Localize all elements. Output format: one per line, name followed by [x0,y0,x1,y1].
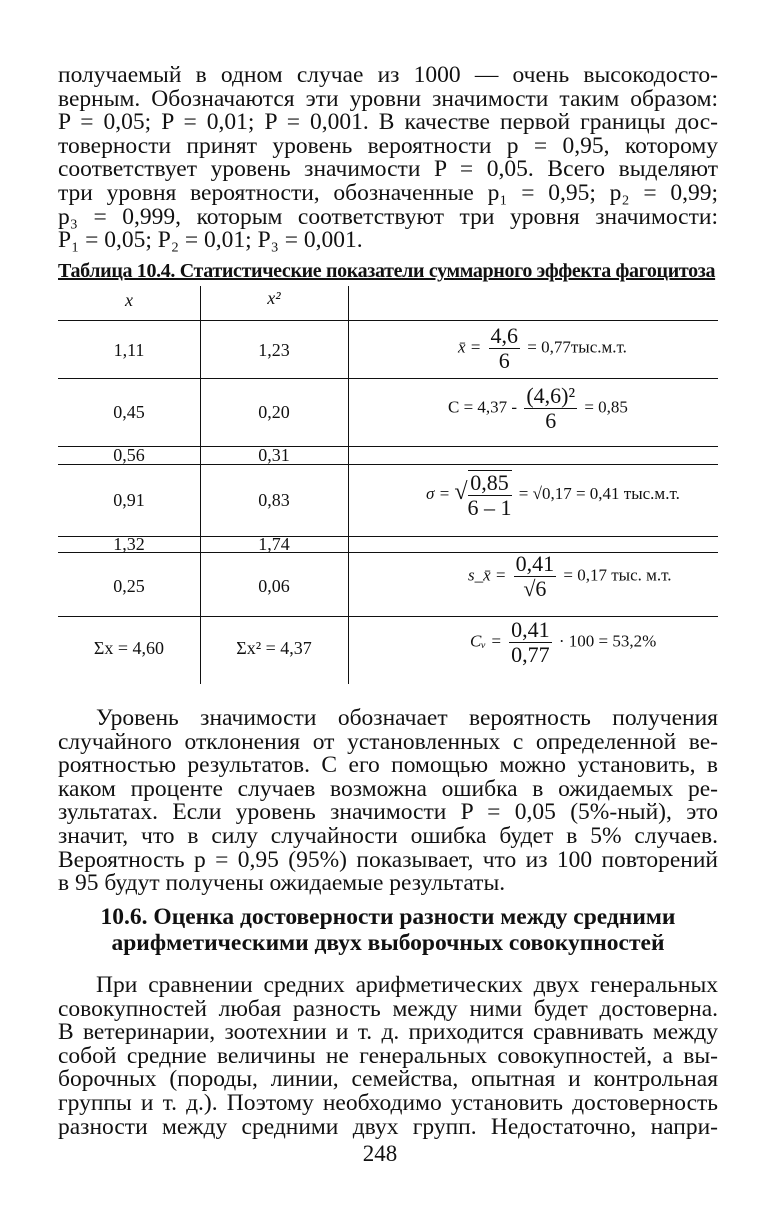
text-line: совокупностей любая разность между ними будет достоверна. [58,995,718,1022]
formula-lhs: Cᵥ = [470,631,502,651]
page-number: 248 [362,1141,398,1166]
text-line: зультатах. Если уровень значимости P = 0,05 (5%-ный), это [58,799,718,826]
table-caption: Таблица 10.4. Статистические показатели суммарного эффекта фагоцитоза [58,260,716,282]
cell-x: 0,56 [113,445,145,465]
text-line: P₁ = 0,05; P₂ = 0,01; P₃ = 0,001. [58,227,363,254]
text-line: в 95 будут получены ожидаемые результаты. [58,870,506,897]
formula-result: = 0,41 тыс.м.т. [575,483,680,503]
text-line: верным. Обозначаются эти уровни значимости таким образом: [58,85,718,112]
text-line: группы и т. д.). Поэтому необходимо установить достоверность [58,1089,718,1116]
text-line: три уровня вероятности, обозначенные p₁ = 0,95; p₂ = 0,99; [58,179,718,206]
fraction [468,470,512,520]
formula-result: = 0,85 [584,397,628,417]
text-line: значит, что в силу случайности ошибка будет в 5% случаев. [58,822,718,849]
fraction [514,552,557,601]
row-divider [58,378,718,379]
heading-line: 10.6. Оценка достоверности разности между средними [100,904,676,930]
cell-x: 0,45 [113,402,145,422]
cell-x-squared: 1,23 [258,340,290,360]
text-line: борочных (породы, линии, семейства, опытная и контрольная [58,1066,718,1093]
text-line: Вероятность p = 0,95 (95%) показывает, что из 100 повторений [58,846,718,873]
text-line: разности между средними двух групп. Недостаточно, напри- [58,1113,718,1140]
text-line: p₃ = 0,999, которым соответствуют три уровня значимости: [58,203,718,230]
formula-lhs: C = 4,37 - [448,397,518,417]
fraction [509,618,552,667]
text-line: P = 0,05; P = 0,01; P = 0,001. В качестве первой границы дос- [58,109,718,136]
cell-x-squared: 0,20 [258,402,290,422]
formula-result: · 100 = 53,2% [558,631,657,651]
mean-formula [458,324,627,373]
fraction-denominator: 6 [545,408,557,433]
sigma-formula [426,470,680,520]
cell-x-squared: 0,06 [258,576,290,596]
cell-x: 0,25 [113,576,145,596]
header-x: x [125,290,133,310]
column-divider [348,286,349,684]
fraction-denominator: 0,77 [511,642,550,667]
row-divider [348,464,718,465]
cv-formula [470,618,656,667]
formula-middle: = √0,17 [518,483,572,503]
text-line: случайного отклонения от установленных с определенной ве- [58,728,718,755]
formula-lhs: σ = [426,483,451,503]
cell-x-squared: 0,83 [258,490,290,510]
cell-x: 0,91 [113,490,145,510]
fraction-numerator: (4,6)² [526,383,576,408]
fraction-numerator: 0,41 [511,617,550,642]
formula-lhs: s_x̄ = [468,565,507,585]
statistics-table [58,286,718,684]
radical-icon: √ [454,478,468,505]
cell-x-squared: 0,31 [258,445,290,465]
text-line: получаемый в одном случае из 1000 — очень высокодосто- [58,62,718,88]
cell-x-squared: 1,74 [258,534,290,554]
cell-x: 1,11 [113,340,145,360]
fraction-denominator: √6 [523,576,547,601]
formula-lhs: x̄ = [458,337,482,357]
fraction [524,384,577,433]
significance-paragraph [58,707,718,896]
text-line: соответствует уровень значимости P = 0,05. Всего выделяют [58,156,718,183]
row-divider [58,320,718,321]
cell-x: 1,32 [113,534,145,554]
standard-error-formula [468,552,672,601]
fraction-numerator: 0,41 [515,551,555,576]
text-line: товерности принят уровень вероятности p = 0,95, которому [58,132,718,159]
sum-x: Σx = 4,60 [93,638,165,658]
fraction-denominator: 6 [498,348,510,373]
text-line: При сравнении средних арифметических двух генеральных [96,972,718,998]
formula-result: = 0,77тыс.м.т. [527,337,627,357]
formula-result: = 0,17 тыс. м.т. [563,565,672,585]
text-line: собой средние величины не генеральных совокупностей, а вы- [58,1042,718,1069]
section-heading [58,904,718,956]
text-line: Уровень значимости обозначает вероятность получения [96,705,718,731]
text-line: роятностью результатов. С его помощью можно установить, в [58,752,718,779]
text-line: В ветеринарии, зоотехнии и т. д. приходится сравнивать между [58,1019,718,1046]
header-x-squared: x² [267,288,281,308]
fraction-numerator: 4,6 [490,323,519,348]
heading-line: арифметическими двух выборочных совокупностей [111,930,665,956]
c-formula [448,384,628,433]
comparison-paragraph [58,974,718,1139]
intro-paragraph [58,64,718,253]
fraction-numerator: 0,85 [468,471,512,496]
fraction-denominator: 6 – 1 [467,495,512,520]
fraction [489,324,521,373]
text-line: каком проценте случаев возможна ошибка в ожидаемых ре- [58,775,718,802]
sum-x-squared: Σx² = 4,37 [236,638,312,658]
